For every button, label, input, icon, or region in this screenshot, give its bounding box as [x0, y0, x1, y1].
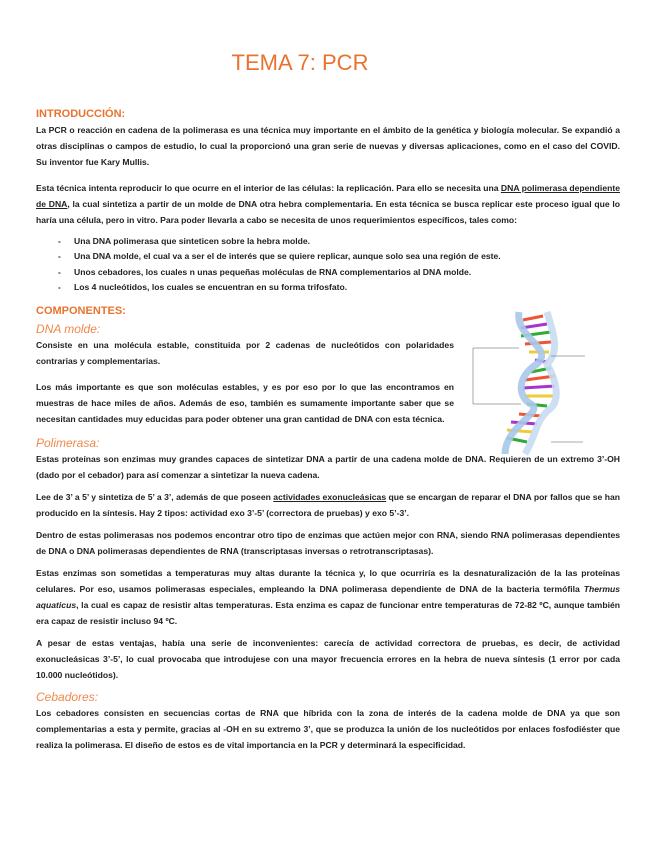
text: que se encargan de reparar el DNA por fallos que se han producido en la síntesis. Hay 2 tipos: actividad exo 3’-5’ (correctora de pruebas) y exo 5’-3’.: [36, 492, 620, 519]
list-item: - Unos cebadores, los cuales n unas pequeñas moléculas de RNA complementarios al DNA molde.: [36, 265, 620, 280]
text: Esta técnica intenta reproducir lo que ocurre en el interior de las células: la replicación. Para ello se necesita una: [36, 183, 501, 193]
list-item: - Los 4 nucleótidos, los cuales se encuentran en su forma trifosfato.: [36, 280, 620, 295]
intro-paragraph-1: La PCR o reacción en cadena de la polimerasa es una técnica muy importante en el ámbito de la genética y biología molecular. Se expandió a otras disciplinas o campos de estudio, lo cual la proporcionó una gran serie de nuevas y diversas aplicaciones, como en el caso del COVID. Su inventor fue Kary Mullis.: [36, 125, 620, 167]
text: Estas enzimas son sometidas a temperaturas muy altas durante la técnica y, lo que ocurriría es la desnaturalización de la las proteínas celulares. Por eso, usamos polimerasas especiales, empleando la DNA polimerasa dependiente de DNA de la bacteria termófila: [36, 568, 620, 595]
dna-double-helix-image: [455, 308, 605, 458]
cebadores-paragraph-1: Los cebadores consisten en secuencias cortas de RNA que híbrida con la zona de interés de la cadena molde de DNA ya que son complementarias a esta y permite, gracias al -OH en su extremo 3’, que se produzca la unión de los nucleótidos por enlaces fosfodiéster que realiza la polimerasa. El diseño de estos es de vital importancia en la PCR y determinará la especificidad.: [36, 708, 620, 751]
page-title: TEMA 7: PCR: [231, 50, 369, 75]
text: , la cual sintetiza a partir de un molde de DNA otra hebra complementaria. En esta técnica se busca replicar este proceso igual que lo haría una célula, pero in vitro. Para poder llevarla a cabo se necesita de unos requerimientos específicos, tales como:: [36, 199, 620, 225]
underlined-term: DNA polimerasa dependiente de DNA: [36, 183, 620, 209]
polimerasa-paragraph-3: Dentro de estas polimerasas nos podemos encontrar otro tipo de enzimas que actúen mejor con RNA, siendo RNA polimerasas dependientes de DNA o DNA polimerasas dependientes de RNA (transcriptasas inversas o retrotranscriptasas).: [36, 530, 620, 557]
dna-molde-paragraph-2: Los más importante es que son moléculas estables, y es por eso por lo que las encontramos en muestras de hace miles de años. Además de eso, también es sumamente importante saber que se necesitan cantidades muy educidas para poder obtener una gran cantidad de DNA con esta técnica.: [36, 382, 454, 425]
dna-molde-heading: DNA molde:: [36, 322, 101, 337]
dna-molde-paragraph-1: Consiste en una molécula estable, constituida por 2 cadenas de nucleótidos con polaridades contrarias y complementarias.: [36, 340, 454, 367]
text: Lee de 3’ a 5’ y sintetiza de 5’ a 3’, además de que poseen: [36, 492, 274, 503]
components-heading: COMPONENTES:: [36, 305, 126, 318]
intro-paragraph-2: [36, 180, 620, 228]
underlined-term: actividades exonucleásicas: [273, 492, 387, 503]
species-name: Thermus aquaticus: [36, 584, 620, 611]
polimerasa-paragraph-2: [36, 489, 620, 521]
requirements-list: [36, 234, 620, 295]
list-item: - Una DNA molde, el cual va a ser el de interés que se quiere replicar, aunque solo sea una región de este.: [36, 249, 620, 264]
polimerasa-paragraph-5: A pesar de estas ventajas, había una serie de inconvenientes: carecía de actividad correctora de pruebas, es decir, de actividad exonucleásicas 3’-5’, lo cual provocaba que introdujese con una mayor frecuencia errores en la hebra de nueva síntesis (1 error por cada 10.000 nucleótidos).: [36, 638, 620, 681]
list-item: - Una DNA polimerasa que sinteticen sobre la hebra molde.: [36, 234, 620, 249]
polimerasa-heading: Polimerasa:: [36, 436, 100, 451]
polimerasa-paragraph-4: [36, 565, 620, 629]
polimerasa-paragraph-1: Estas proteínas son enzimas muy grandes capaces de sintetizar DNA a partir de una cadena molde de DNA. Requieren de un extremo 3’-OH (dado por el cebador) para así comenzar a sintetizar la nueva cadena.: [36, 454, 620, 481]
cebadores-heading: Cebadores:: [36, 690, 99, 705]
text: , la cual es capaz de resistir altas temperaturas. Esta enzima es capaz de funcionar entre temperaturas de 72-82 ºC, aunque también era capaz de resistir incluso 94 ºC.: [36, 600, 620, 627]
intro-heading: INTRODUCCIÓN:: [36, 108, 126, 120]
